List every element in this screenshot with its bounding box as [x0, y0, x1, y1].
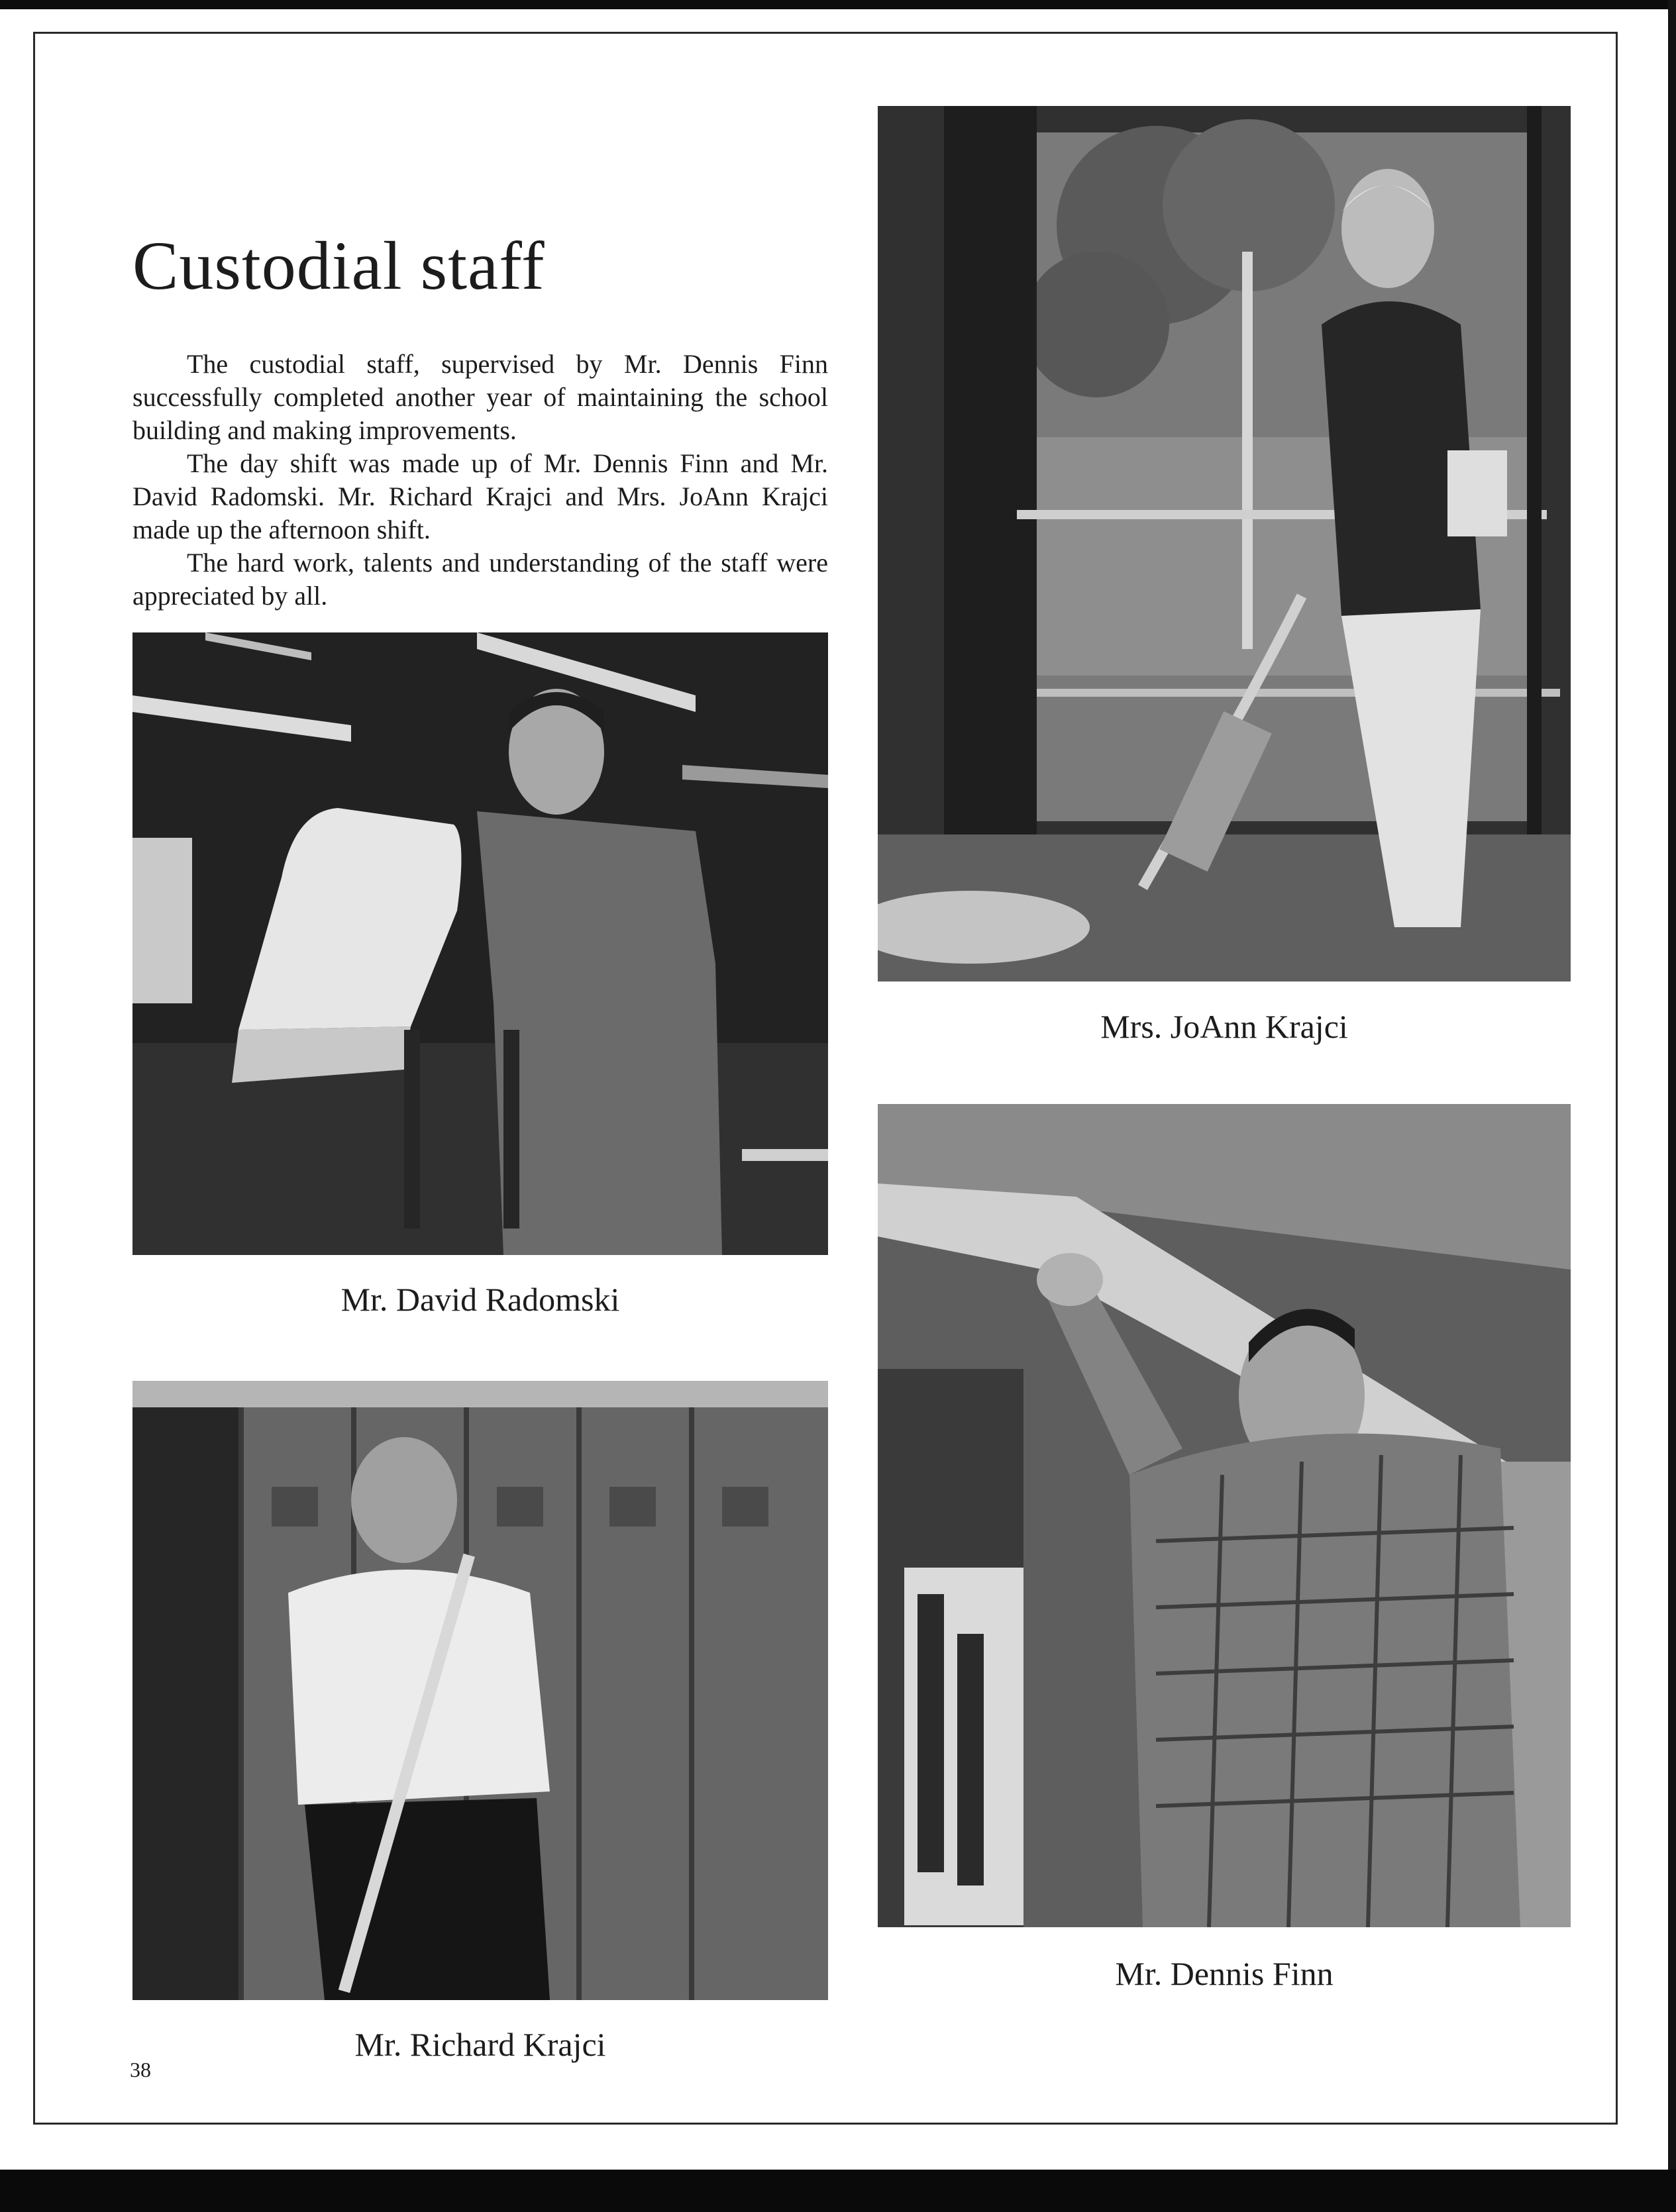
photo-david-radomski	[132, 632, 828, 1255]
caption-joann-krajci: Mrs. JoAnn Krajci	[1100, 1008, 1348, 1045]
top-scan-border	[0, 0, 1676, 9]
page-title: Custodial staff	[132, 228, 545, 304]
right-scan-border	[1668, 0, 1676, 2212]
photo-richard-krajci	[132, 1381, 828, 2000]
bottom-scan-border	[0, 2170, 1676, 2212]
photo-dennis-finn	[878, 1104, 1571, 1927]
article-paragraph-3: The hard work, talents and understanding of the staff were appreciated by all.	[132, 548, 828, 611]
article-body	[132, 348, 828, 613]
page-number: 38	[130, 2058, 151, 2082]
caption-david-radomski: Mr. David Radomski	[340, 1281, 620, 1318]
photo-joann-krajci	[878, 106, 1571, 981]
article-paragraph-1: The custodial staff, supervised by Mr. Dennis Finn successfully completed another year of maintaining the school building and making improvements.	[132, 349, 828, 445]
caption-richard-krajci: Mr. Richard Krajci	[354, 2026, 606, 2063]
caption-dennis-finn: Mr. Dennis Finn	[1115, 1955, 1334, 1992]
article-paragraph-2: The day shift was made up of Mr. Dennis Finn and Mr. David Radomski. Mr. Richard Krajci and Mrs. JoAnn Krajci made up the afternoon shift.	[132, 448, 828, 544]
